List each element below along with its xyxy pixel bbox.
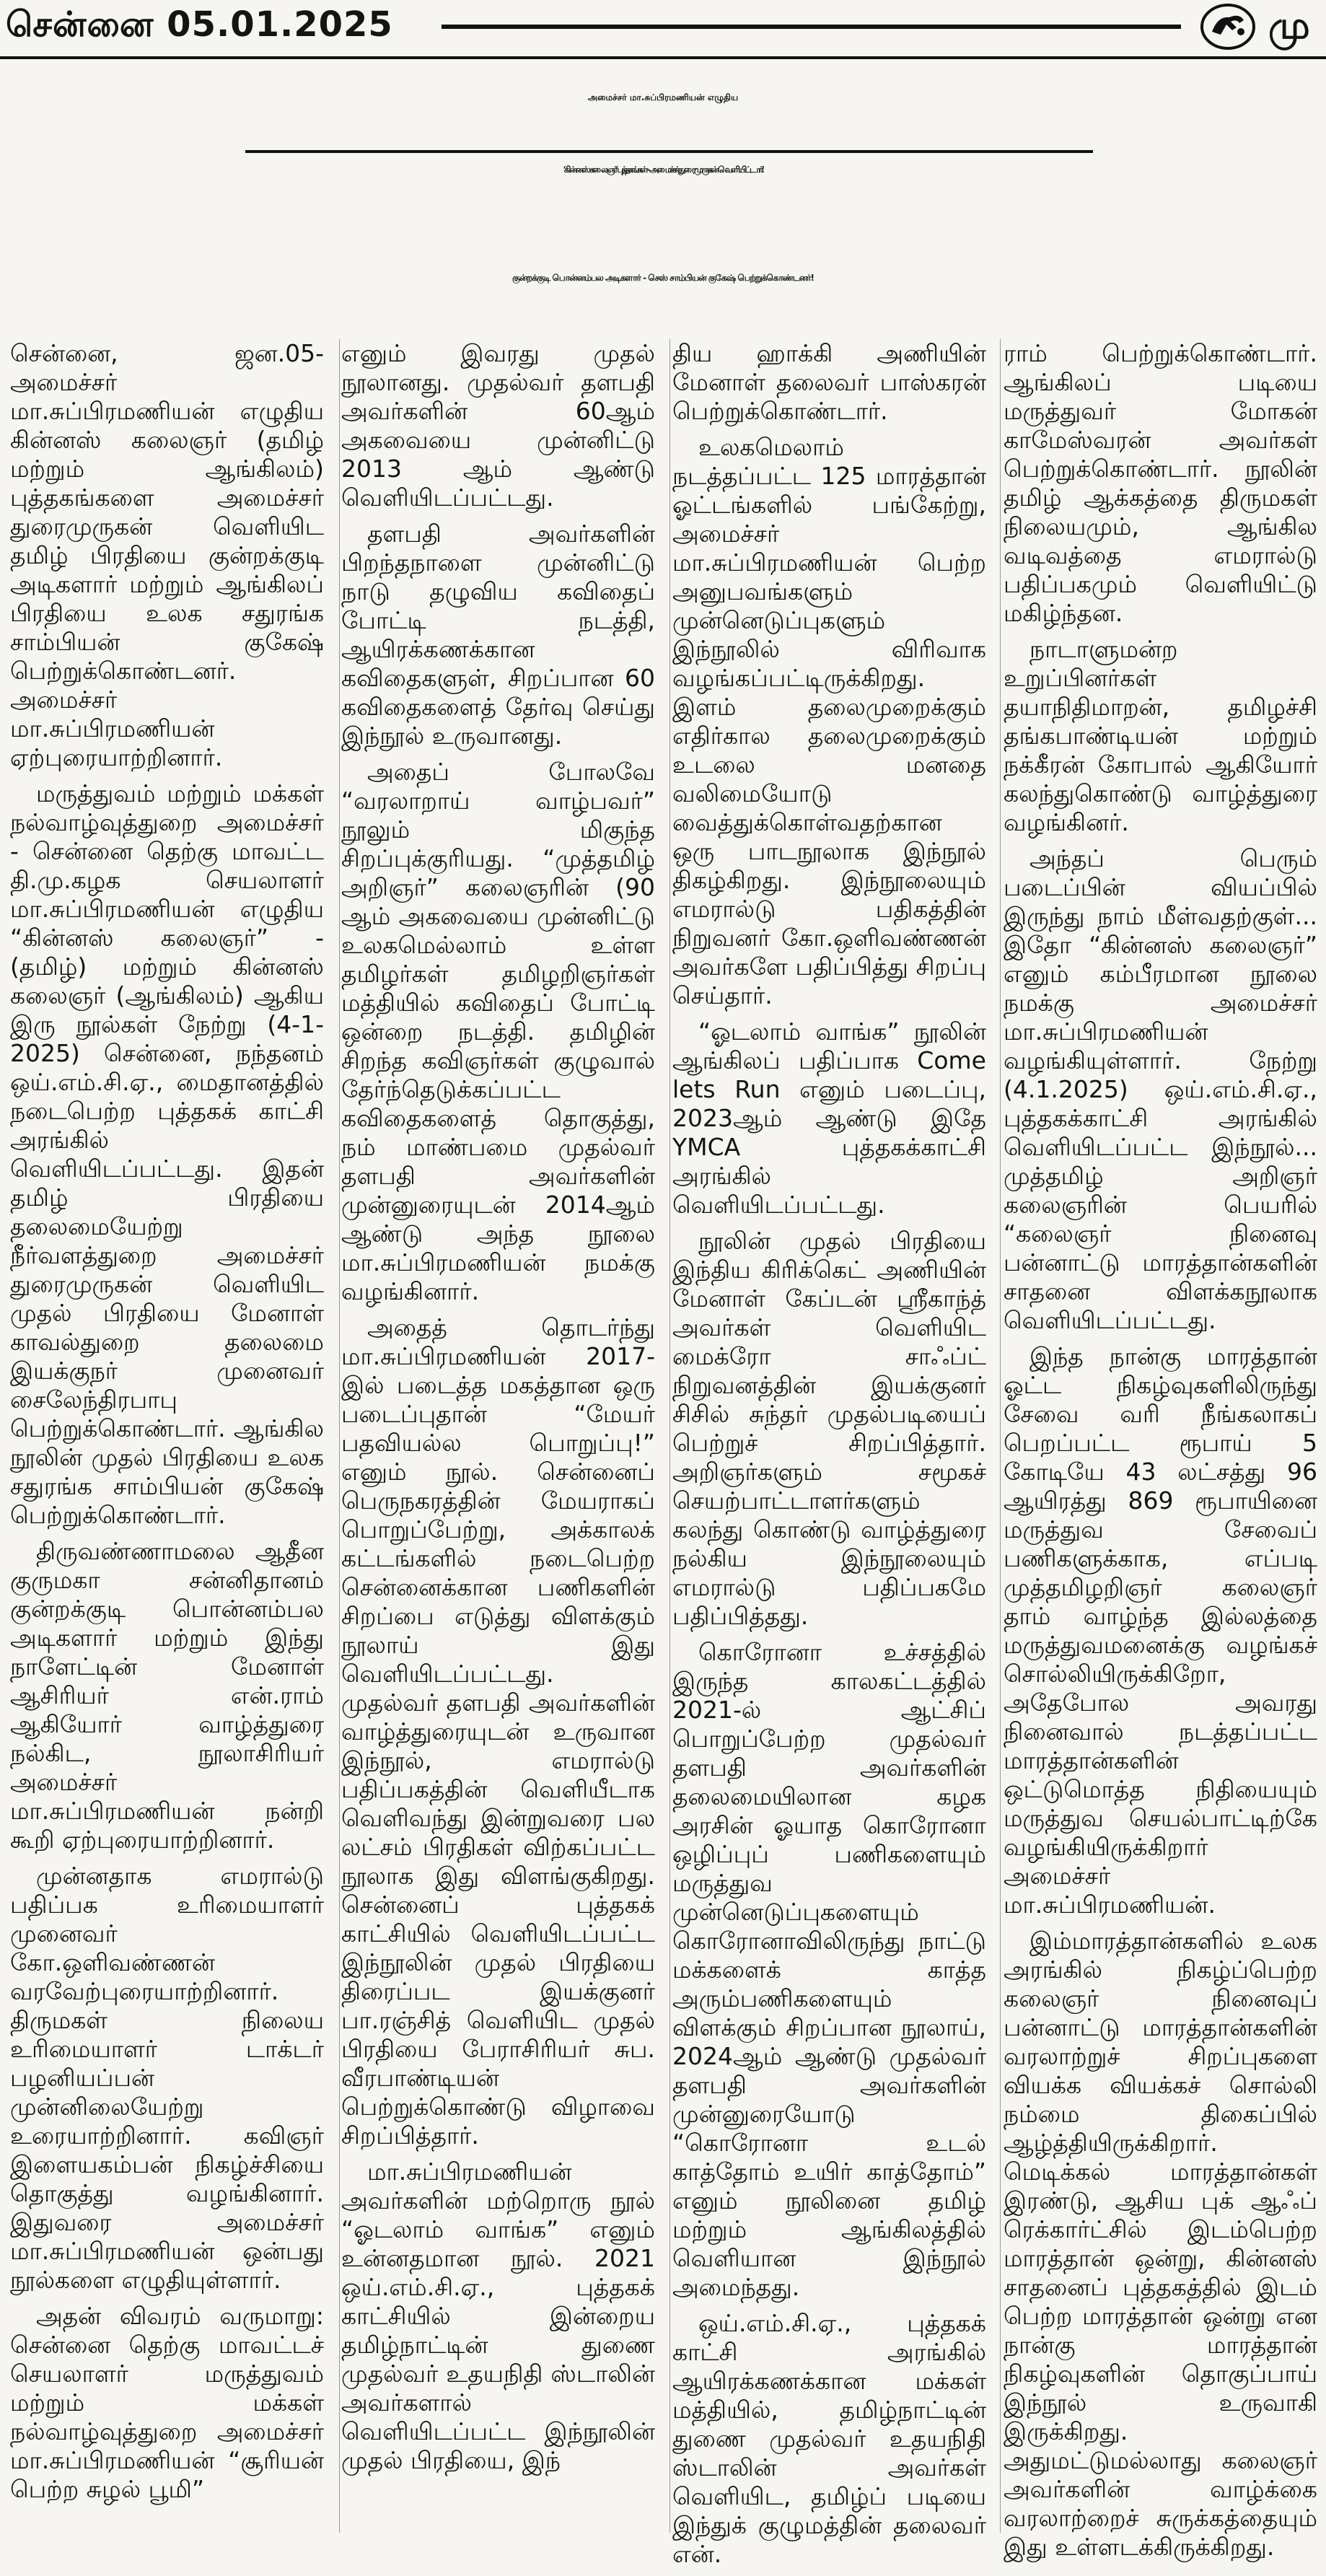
paragraph: அந்தப் பெரும் படைப்பின் வியப்பில் இருந்து நாம் மீள்வதற்குள்... இதோ “கின்னஸ் கலைஞர்” எனும் கம்பீரமான நூலை நமக்கு அமைச்சர் மா.சுப்பிரமணியன் வழங்கியுள்ளார். நேற்று (4.1.2025) ஒய்.எம்.சி.ஏ., புத்தகக்காட்சி அரங்கில் வெளியிடப்பட்ட இந்நூல்... முத்தமிழ் அறிஞர் கலைஞரின் பெயரில் “கலைஞர் நினைவு பன்னாட்டு மாரத்தான்களின் சாதனை விளக்கநூலாக வெளியிடப்பட்டது.: [1004, 844, 1317, 1334]
kicker-underline: [245, 150, 1093, 153]
paragraph: சென்னை, ஜன.05- அமைச்சர் மா.சுப்பிரமணியன் எழுதிய கின்னஸ் கலைஞர் (தமிழ் மற்றும் ஆங்கிலம்) புத்தகங்களை அமைச்சர் துரைமுருகன் வெளியிட தமிழ் பிரதியை குன்றக்குடி அடிகளார் மற்றும் ஆங்கிலப் பிரதியை உலக சதுரங்க சாம்பியன் குகேஷ் பெற்றுக்கொண்டனர். அமைச்சர் மா.சுப்பிரமணியன் ஏற்புரையாற்றினார்.: [10, 339, 324, 771]
article-headline: ‘கின்னஸ் கலைஞர்’ புத்தகங்கள் - அமைச்சர் துரைமுருகன் வெளியிட்டார்!: [563, 165, 763, 175]
article-column-3: [672, 339, 986, 2576]
article-column-2: [341, 339, 655, 2576]
paragraph: மா.சுப்பிரமணியன் அவர்களின் மற்றொரு நூல் “ஓடலாம் வாங்க” எனும் உன்னதமான நூல். 2021 ஒய்.எம்.சி.ஏ., புத்தகக் காட்சியில் இன்றைய தமிழ்நாட்டின் துணை முதல்வர் உதயநிதி ஸ்டாலின் அவர்களால் வெளியிடப்பட்ட இந்நூலின் முதல் பிரதியை, இந்: [341, 2157, 655, 2474]
paragraph: திய ஹாக்கி அணியின் மேனாள் தலைவர் பாஸ்கரன் பெற்றுக்கொண்டார்.: [672, 339, 986, 425]
paragraph: அதைத் தொடர்ந்து மா.சுப்பிரமணியன் 2017-இல் படைத்த மகத்தான ஒரு படைப்புதான் “மேயர் பதவியல்ல பொறுப்பு!” எனும் நூல். சென்னைப் பெருநகரத்தின் மேயராகப் பொறுப்பேற்று, அக்காலக் கட்டங்களில் நடைபெற்ற சென்னைக்கான பணிகளின் சிறப்பை எடுத்து விளக்கும் நூலாய் இது வெளியிடப்பட்டது. முதல்வர் தளபதி அவர்களின் வாழ்த்துரையுடன் உருவான இந்நூல், எமரால்டு பதிப்பகத்தின் வெளியீடாக வெளிவந்து இன்றுவரை பல லட்சம் பிரதிகள் விற்கப்பட்ட நூலாக இது விளங்குகிறது. சென்னைப் புத்தகக் காட்சியில் வெளியிடப்பட்ட இந்நூலின் முதல் பிரதியை திரைப்பட இயக்குனர் பா.ரஞ்சித் வெளியிட முதல் பிரதியை பேராசிரியர் சுப. வீரபாண்டியன் பெற்றுக்கொண்டு விழாவை சிறப்பித்தார்.: [341, 1313, 655, 2150]
article-column-1: [10, 339, 324, 2576]
paragraph: திருவண்ணாமலை ஆதீன குருமகா சன்னிதானம் குன்றக்குடி பொன்னம்பல அடிகளார் மற்றும் இந்து நாளேட்டின் மேனாள் ஆசிரியர் என்.ராம் ஆகியோர் வாழ்த்துரை நல்கிட, நூலாசிரியர் அமைச்சர் மா.சுப்பிரமணியன் நன்றி கூறி ஏற்புரையாற்றினார்.: [10, 1537, 324, 1854]
page-initial: மு: [1268, 4, 1310, 48]
paragraph: ஒய்.எம்.சி.ஏ., புத்தகக் காட்சி அரங்கில் ஆயிரக்கணக்கான மக்கள் மத்தியில், தமிழ்நாட்டின் துணை முதல்வர் உதயநிதி ஸ்டாலின் அவர்கள் வெளியிட, தமிழ்ப் படியை இந்துக் குழுமத்தின் தலைவர் என்.: [672, 2309, 986, 2568]
paragraph: நாடாளுமன்ற உறுப்பினர்கள் தயாநிதிமாறன், தமிழச்சி தங்கபாண்டியன் மற்றும் நக்கீரன் கோபால் ஆகியோர் கலந்துகொண்டு வாழ்த்துரை வழங்கினர்.: [1004, 635, 1317, 836]
paragraph: இந்த நான்கு மாரத்தான் ஓட்ட நிகழ்வுகளிலிருந்து சேவை வரி நீங்கலாகப் பெறப்பட்ட ரூபாய் 5 கோடியே 43 லட்சத்து 96 ஆயிரத்து 869 ரூபாயினை மருத்துவ சேவைப் பணிகளுக்காக, எப்படி முத்தமிழறிஞர் கலைஞர் தாம் வாழ்ந்த இல்லத்தை மருத்துவமனைக்கு வழங்கச் சொல்லியிருக்கிறோ, அதேபோல அவரது நினைவால் நடத்தப்பட்ட மாரத்தான்களின் ஒட்டுமொத்த நிதியையும் மருத்துவ செயல்பாட்டிற்கே வழங்கியிருக்கிறார் அமைச்சர் மா.சுப்பிரமணியன்.: [1004, 1342, 1317, 1919]
paragraph: அதைப் போலவே “வரலாறாய் வாழ்பவர்” நூலும் மிகுந்த சிறப்புக்குரியது. “முத்தமிழ் அறிஞர்” கலைஞரின் (90 ஆம் அகவையை முன்னிட்டு உலகமெல்லாம் உள்ள தமிழர்கள் தமிழறிஞர்கள் மத்தியில் கவிதைப் போட்டி ஒன்றை நடத்தி. தமிழின் சிறந்த கவிஞர்கள் குழுவால் தேர்ந்தெடுக்கப்பட்ட கவிதைகளைத் தொகுத்து, நம் மாண்பமை முதல்வர் தளபதி அவர்களின் முன்னுரையுடன் 2014ஆம் ஆண்டு அந்த நூலை மா.சுப்பிரமணியன் நமக்கு வழங்கினார்.: [341, 758, 655, 1305]
header-rule: [442, 25, 1181, 29]
paragraph: ராம் பெற்றுக்கொண்டார். ஆங்கிலப் படியை மருத்துவர் மோகன் காமேஸ்வரன் அவர்கள் பெற்றுக்கொண்டார். நூலின் தமிழ் ஆக்கத்தை திருமகள் நிலையமும், ஆங்கில வடிவத்தை எமரால்டு பதிப்பகமும் வெளியிட்டு மகிழ்ந்தன.: [1004, 339, 1317, 627]
masthead: [0, 0, 1326, 59]
paragraph: மருத்துவம் மற்றும் மக்கள் நல்வாழ்வுத்துறை அமைச்சர் - சென்னை தெற்கு மாவட்ட தி.மு.கழக செயலாளர் மா.சுப்பிரமணியன் எழுதிய “கின்னஸ் கலைஞர்” - (தமிழ்) மற்றும் கின்னஸ் கலைஞர் (ஆங்கிலம்) ஆகிய இரு நூல்கள் நேற்று (4-1-2025) சென்னை, நந்தனம் ஒய்.எம்.சி.ஏ., மைதானத்தில் நடைபெற்ற புத்தகக் காட்சி அரங்கில் வெளியிடப்பட்டது. இதன் தமிழ் பிரதியை தலைமையேற்று நீர்வளத்துறை அமைச்சர் துரைமுருகன் வெளியிட முதல் பிரதியை மேனாள் காவல்துறை தலைமை இயக்குநர் முனைவர் சைலேந்திரபாபு பெற்றுக்கொண்டார். ஆங்கில நூலின் முதல் பிரதியை உலக சதுரங்க சாம்பியன் குகேஷ் பெற்றுக்கொண்டார்.: [10, 779, 324, 1529]
article-kicker: அமைச்சர் மா.சுப்பிரமணியன் எழுதிய: [587, 92, 739, 102]
party-emblem-icon: [1199, 3, 1257, 51]
paragraph: உலகமெலாம் நடத்தப்பட்ட 125 மாரத்தான் ஓட்டங்களில் பங்கேற்று, அமைச்சர் மா.சுப்பிரமணியன் பெற்ற அனுபவங்களும் முன்னெடுப்புகளும் இந்நூலில் விரிவாக வழங்கப்பட்டிருக்கிறது. இளம் தலைமுறைக்கும் எதிர்கால தலைமுறைக்கும் உடலை மனதை வலிமையோடு வைத்துக்கொள்வதற்கான ஒரு பாடநூலாக இந்நூல் திகழ்கிறது. இந்நூலையும் எமரால்டு பதிகத்தின் நிறுவனர் கோ.ஒளிவண்ணன் அவர்களே பதிப்பித்து சிறப்பு செய்தார்.: [672, 433, 986, 1009]
article-body: [10, 339, 1317, 2568]
paragraph: இம்மாரத்தான்களில் உலக அரங்கில் நிகழ்ப்பெற்ற கலைஞர் நினைவுப் பன்னாட்டு மாரத்தான்களின் வரலாற்றுச் சிறப்புகளை வியக்க வியக்கச் சொல்லி நம்மை திகைப்பில் ஆழ்த்தியிருக்கிறார். மெடிக்கல் மாரத்தான்கள் இரண்டு, ஆசிய புக் ஆஃப் ரெக்கார்ட்சில் இடம்பெற்ற மாரத்தான் ஒன்று, கின்னஸ் சாதனைப் புத்தகத்தில் இடம் பெற்ற மாரத்தான் ஒன்று என நான்கு மாரத்தான் நிகழ்வுகளின் தொகுப்பாய் இந்நூல் உருவாகி இருக்கிறது. அதுமட்டுமல்லாது கலைஞர் அவர்களின் வாழ்க்கை வரலாற்றைச் சுருக்கத்தையும் இது உள்ளடக்கிருக்கிறது.: [1004, 1927, 1317, 2561]
paragraph: கொரோனா உச்சத்தில் இருந்த காலகட்டத்தில் 2021-ல் ஆட்சிப் பொறுப்பேற்ற முதல்வர் தளபதி அவர்களின் தலைமையிலான கழக அரசின் ஓயாத கொரோனா ஒழிப்புப் பணிகளையும் மருத்துவ முன்னெடுப்புகளையும் கொரோனாவிலிருந்து நாட்டு மக்களைக் காத்த அரும்பணிகளையும் விளக்கும் சிறப்பான நூலாய், 2024ஆம் ஆண்டு முதல்வர் தளபதி அவர்களின் முன்னுரையோடு “கொரோனா உடல் காத்தோம் உயிர் காத்தோம்” எனும் நூலினை தமிழ் மற்றும் ஆங்கிலத்தில் வெளியான இந்நூல் அமைந்தது.: [672, 1638, 986, 2301]
paragraph: அதன் விவரம் வருமாறு: சென்னை தெற்கு மாவட்டச் செயலாளர் மருத்துவம் மற்றும் மக்கள் நல்வாழ்வுத்துறை அமைச்சர் மா.சுப்பிரமணியன் “சூரியன் பெற்ற சுழல் பூமி”: [10, 2302, 324, 2503]
paragraph: நூலின் முதல் பிரதியை இந்திய கிரிக்கெட் அணியின் மேனாள் கேப்டன் ஸ்ரீகாந்த் அவர்கள் வெளியிட மைக்ரோ சாஃப்ட் நிறுவனத்தின் இயக்குனர் சிசில் சுந்தர் முதல்படியைப் பெற்றுச் சிறப்பித்தார். அறிஞர்களும் சமூகச் செயற்பாட்டாளர்களும் கலந்து கொண்டு வாழ்த்துரை நல்கிய இந்நூலையும் எமரால்டு பதிப்பகமே பதிப்பித்தது.: [672, 1227, 986, 1630]
paragraph: தளபதி அவர்களின் பிறந்தநாளை முன்னிட்டு நாடு தழுவிய கவிதைப் போட்டி நடத்தி, ஆயிரக்கணக்கான கவிதைகளுள், சிறப்பான 60 கவிதைகளைத் தேர்வு செய்து இந்நூல் உருவானது.: [341, 520, 655, 750]
paragraph: முன்னதாக எமரால்டு பதிப்பக உரிமையாளர் முனைவர் கோ.ஒளிவண்ணன் வரவேற்புரையாற்றினார். திருமகள் நிலைய உரிமையாளர் டாக்டர் பழனியப்பன் முன்னிலையேற்று உரையாற்றினார். கவிஞர் இளையகம்பன் நிகழ்ச்சியை தொகுத்து வழங்கினார். இதுவரை அமைச்சர் மா.சுப்பிரமணியன் ஒன்பது நூல்களை எழுதியுள்ளார்.: [10, 1862, 324, 2294]
paragraph: எனும் இவரது முதல் நூலானது. முதல்வர் தளபதி அவர்களின் 60ஆம் அகவையை முன்னிட்டு 2013 ஆம் ஆண்டு வெளியிடப்பட்டது.: [341, 339, 655, 512]
article-subhead: குன்றக்குடி பொன்னம்பல அடிகளார் - செஸ் சாம்பியன் குகேஷ் பெற்றுக்கொண்டனர்!: [512, 273, 814, 283]
dateline: சென்னை 05.01.2025: [6, 4, 393, 45]
article-column-4: [1004, 339, 1317, 2576]
paragraph: “ஓடலாம் வாங்க” நூலின் ஆங்கிலப் பதிப்பாக Come lets Run எனும் படைப்பு, 2023ஆம் ஆண்டு இதே YMCA புத்தகக்காட்சி அரங்கில் வெளியிடப்பட்டது.: [672, 1017, 986, 1219]
